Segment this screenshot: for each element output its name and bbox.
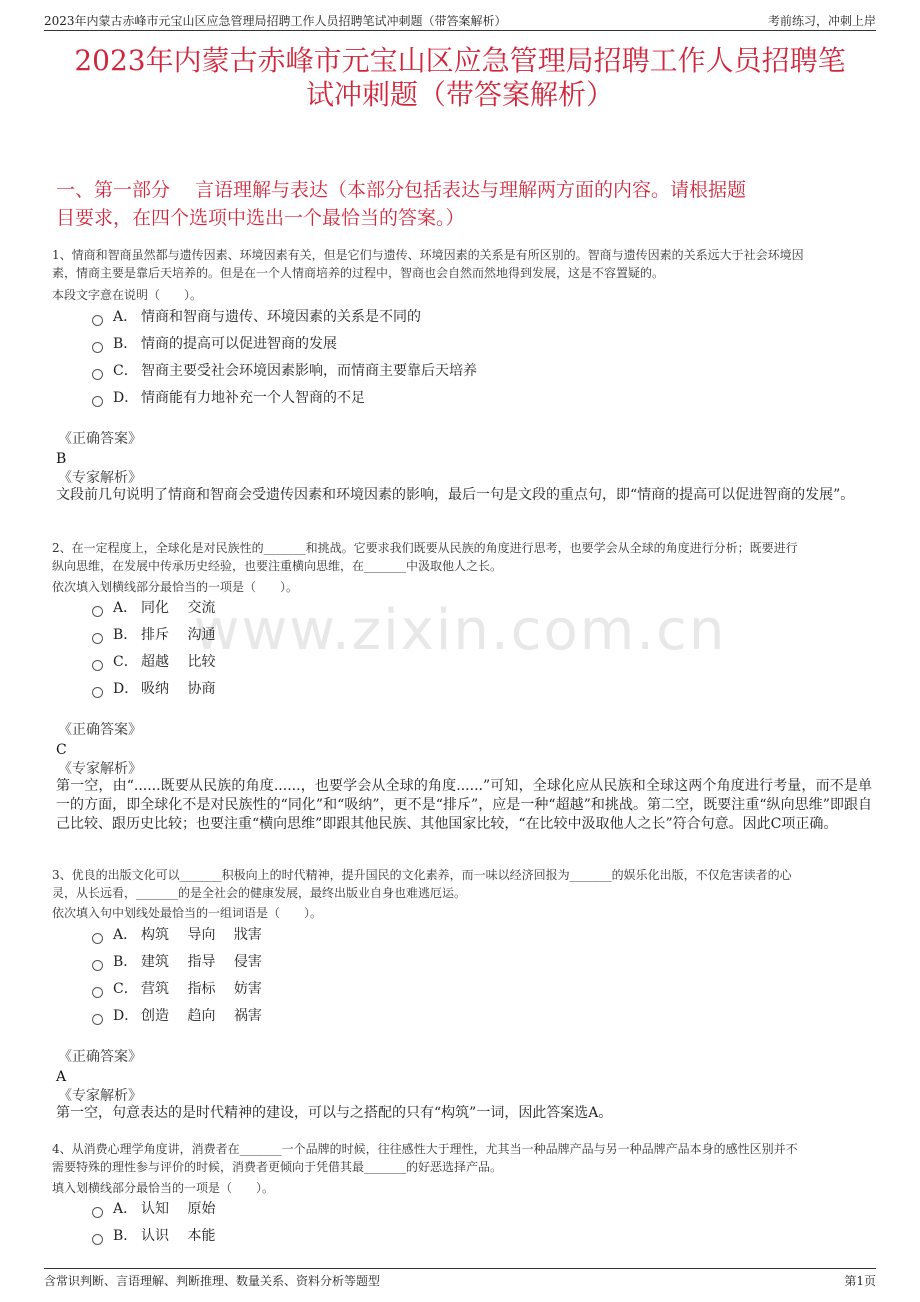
question-4-stem-line-1: 4、从消费心理学角度讲，消费者在_______一个品牌的时候，往往感性大于理性，尤其当一种品牌产品与另一种品牌产品本身的感性区别并不 xyxy=(52,1142,798,1156)
title-line-2: 试冲刺题（带答案解析） xyxy=(305,78,614,111)
option-text: 情商的提高可以促进智商的发展 xyxy=(141,336,337,352)
page-number: 第1页 xyxy=(844,1274,876,1288)
option-letter: B． xyxy=(113,627,138,643)
option-letter: D． xyxy=(113,681,139,697)
question-3-explanation: 第一空，句意表达的是时代精神的建设，可以与之搭配的只有“构筑”一词，因此答案选A。 xyxy=(56,1105,613,1121)
option-text: 情商和智商与遗传、环境因素的关系是不同的 xyxy=(141,309,421,325)
option-letter: A． xyxy=(113,600,138,616)
question-2-analysis-label: 《专家解析》 xyxy=(58,761,142,777)
question-4-option-a[interactable] xyxy=(92,1198,215,1220)
question-3-prompt: 依次填入句中划线处最恰当的一组词语是（ ）。 xyxy=(52,906,323,920)
question-2-stem-line-1: 2、在一定程度上，全球化是对民族性的_______和挑战。它要求我们既要从民族的角度进行思考，也要学会从全球的角度进行分析；既要进行 xyxy=(52,541,798,555)
question-1-option-c[interactable] xyxy=(92,360,477,382)
question-1-option-a[interactable] xyxy=(92,306,421,328)
section-line-2: 目要求，在四个选项中选出一个最恰当的答案。） xyxy=(56,207,465,229)
radio-icon[interactable] xyxy=(92,1234,103,1245)
question-1-option-b[interactable] xyxy=(92,333,337,355)
option-letter: C． xyxy=(113,363,138,379)
question-1-stem-line-2: 素，情商主要是靠后天培养的。但是在一个人情商培养的过程中，智商也会自然而然地得到发展，这是不容置疑的。 xyxy=(52,266,665,280)
question-1-answer: B xyxy=(56,451,67,467)
page-footer xyxy=(44,1268,876,1289)
option-text: 营筑 指标 妨害 xyxy=(141,981,262,997)
option-text: 智商主要受社会环境因素影响，而情商主要靠后天培养 xyxy=(141,363,477,379)
option-text: 建筑 指导 侵害 xyxy=(141,954,262,970)
question-1-option-d[interactable] xyxy=(92,387,365,409)
option-text: 构筑 导向 戕害 xyxy=(141,927,262,943)
option-letter: B． xyxy=(113,1228,138,1244)
option-letter: B． xyxy=(113,336,138,352)
option-text: 认知 原始 xyxy=(141,1201,216,1217)
question-2-option-b[interactable] xyxy=(92,624,215,646)
option-text: 情商能有力地补充一个人智商的不足 xyxy=(141,390,365,406)
question-2-option-d[interactable] xyxy=(92,678,215,700)
question-2-option-a[interactable] xyxy=(92,597,215,619)
radio-icon[interactable] xyxy=(92,396,103,407)
question-3-answer: A xyxy=(56,1069,67,1085)
page-header xyxy=(44,10,876,31)
question-1-answer-label: 《正确答案》 xyxy=(58,431,142,447)
question-3-option-b[interactable] xyxy=(92,951,262,973)
question-3-option-a[interactable] xyxy=(92,924,262,946)
radio-icon[interactable] xyxy=(92,987,103,998)
radio-icon[interactable] xyxy=(92,369,103,380)
option-letter: C． xyxy=(113,654,138,670)
radio-icon[interactable] xyxy=(92,606,103,617)
question-2-stem xyxy=(52,539,880,575)
radio-icon[interactable] xyxy=(92,1014,103,1025)
question-2-prompt: 依次填入划横线部分最恰当的一项是（ ）。 xyxy=(52,580,299,594)
radio-icon[interactable] xyxy=(92,660,103,671)
option-letter: B． xyxy=(113,954,138,970)
option-text: 排斥 沟通 xyxy=(141,627,216,643)
option-letter: D． xyxy=(113,1008,139,1024)
question-4-stem-line-2: 需要特殊的理性参与评价的时候，消费者更倾向于凭借其最_______的好恶选择产品。 xyxy=(52,1160,503,1174)
question-1-stem xyxy=(52,246,880,282)
option-text: 创造 趋向 祸害 xyxy=(141,1008,262,1024)
header-doc-title: 2023年内蒙古赤峰市元宝山区应急管理局招聘工作人员招聘笔试冲刺题（带答案解析） xyxy=(44,14,507,28)
option-text: 超越 比较 xyxy=(141,654,216,670)
question-4-option-b[interactable] xyxy=(92,1225,215,1247)
option-text: 认识 本能 xyxy=(141,1228,216,1244)
radio-icon[interactable] xyxy=(92,633,103,644)
question-3-option-c[interactable] xyxy=(92,978,262,1000)
question-1-stem-line-1: 1、情商和智商虽然都与遗传因素、环境因素有关，但是它们与遗传、环境因素的关系是有所区别的。智商与遗传因素的关系远大于社会环境因 xyxy=(52,248,804,262)
question-3-option-d[interactable] xyxy=(92,1005,262,1027)
question-4-prompt: 填入划横线部分最恰当的一项是（ ）。 xyxy=(52,1181,275,1195)
option-letter: D． xyxy=(113,390,139,406)
option-letter: A． xyxy=(113,1201,138,1217)
question-4-stem xyxy=(52,1140,880,1176)
question-3-stem-line-1: 3、优良的出版文化可以_______积极向上的时代精神，提升国民的文化素养，而一味以经济回报为_______的娱乐化出版，不仅危害读者的心 xyxy=(52,868,792,882)
question-1-explanation: 文段前几句说明了情商和智商会受遗传因素和环境因素的影响，最后一句是文段的重点句，即“情商的提高可以促进智商的发展”。 xyxy=(56,487,855,503)
option-text: 吸纳 协商 xyxy=(141,681,216,697)
option-letter: A． xyxy=(113,927,138,943)
question-1-prompt: 本段文字意在说明（ ）。 xyxy=(52,288,203,302)
option-letter: C． xyxy=(113,981,138,997)
question-1-analysis-label: 《专家解析》 xyxy=(58,470,142,486)
question-2-answer-label: 《正确答案》 xyxy=(58,722,142,738)
footer-topics: 含常识判断、言语理解、判断推理、数量关系、资料分析等题型 xyxy=(44,1274,381,1288)
header-slogan: 考前练习，冲刺上岸 xyxy=(767,14,876,28)
radio-icon[interactable] xyxy=(92,933,103,944)
title-line-1: 2023年内蒙古赤峰市元宝山区应急管理局招聘工作人员招聘笔 xyxy=(74,44,846,77)
question-3-stem xyxy=(52,866,880,902)
radio-icon[interactable] xyxy=(92,342,103,353)
section-line-1: 一、第一部分 言语理解与表达（本部分包括表达与理解两方面的内容。请根据题 xyxy=(56,179,747,201)
option-letter: A． xyxy=(113,309,138,325)
radio-icon[interactable] xyxy=(92,315,103,326)
question-2-option-c[interactable] xyxy=(92,651,215,673)
radio-icon[interactable] xyxy=(92,960,103,971)
option-text: 同化 交流 xyxy=(141,600,216,616)
question-3-stem-line-2: 灵，从长远看，_______的是全社会的健康发展，最终出版业自身也难逃厄运。 xyxy=(52,886,467,900)
watermark: www.zixin.com.cn xyxy=(193,598,727,663)
question-3-analysis-label: 《专家解析》 xyxy=(58,1088,142,1104)
page-title xyxy=(40,44,880,112)
question-2-stem-line-2: 纵向思维，在发展中传承历史经验，也要注重横向思维，在_______中汲取他人之长。 xyxy=(52,559,503,573)
question-2-explanation: 第一空，由“......既要从民族的角度......，也要学会从全球的角度......”可知，全球化应从民族和全球这两个角度进行考量，而不是单一的方面，即全球化不是对民族性的“同化”和“吸纳”，更不是“排斥”，应是一种“超越”和挑战。第二空，既要注重“纵向思维”即跟自己比较、跟历史比较；也要注重“横向思维”即跟其他民族、其他国家比较，“在比较中汲取他人之长”符合句意。因此C项正确。 xyxy=(56,778,872,832)
radio-icon[interactable] xyxy=(92,687,103,698)
radio-icon[interactable] xyxy=(92,1207,103,1218)
question-3-answer-label: 《正确答案》 xyxy=(58,1049,142,1065)
section-heading xyxy=(56,176,876,232)
question-2-answer: C xyxy=(56,742,67,758)
